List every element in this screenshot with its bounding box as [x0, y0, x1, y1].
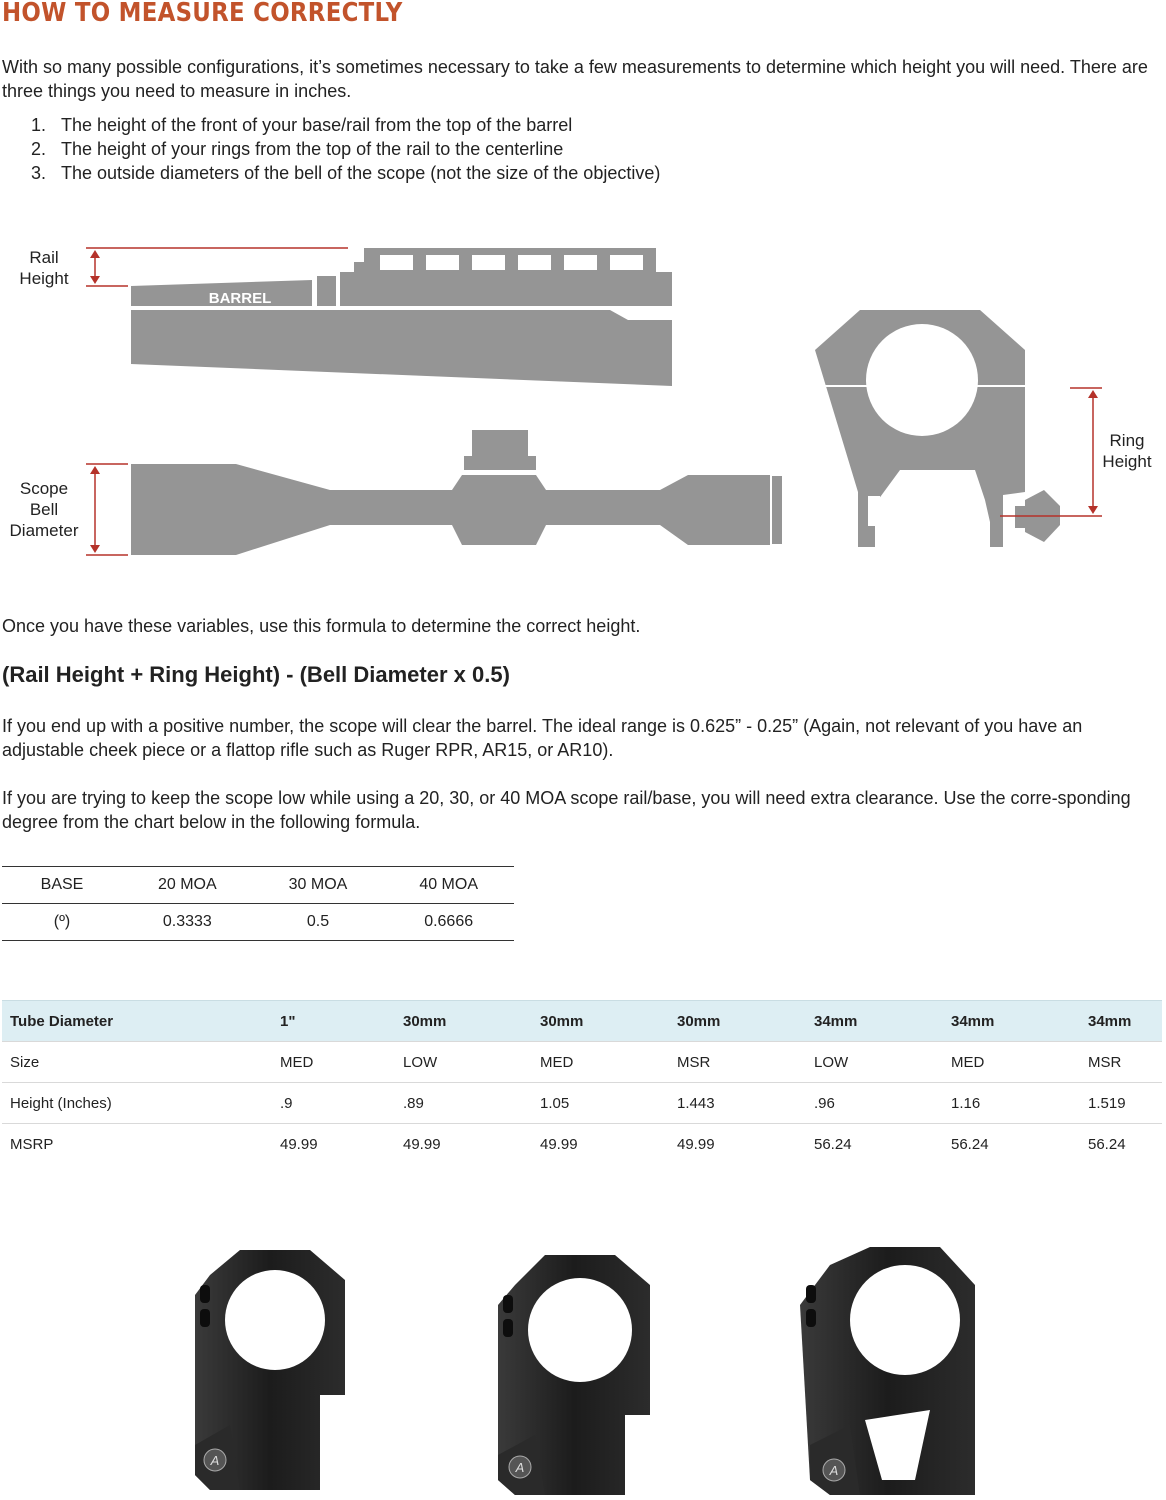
svg-text:A: A [210, 1453, 220, 1468]
scope-bell-label: Diameter [9, 521, 79, 540]
product-ring-medium [498, 1255, 650, 1495]
table-row: Size MED LOW MED MSR LOW MED MSR [2, 1042, 1162, 1083]
barrel-label: BARREL [208, 290, 272, 307]
scope-bell-label: Bell [29, 500, 59, 519]
brand-logo-icon [509, 1456, 531, 1478]
list-item: 3. The outside diameters of the bell of the scope (not the size of the objective) [31, 163, 661, 183]
intro-paragraph: With so many possible configurations, it’s sometimes necessary to take a few measurements to determine which height you will need. There are three things you need to measure in inches. [2, 57, 1148, 101]
scope-bell-label: Scope [19, 479, 69, 498]
formula-intro: Once you have these variables, use this formula to determine the correct height. [2, 616, 641, 636]
formula: (Rail Height + Ring Height) - (Bell Diameter x 0.5) [2, 662, 510, 687]
spec-table [2, 1000, 1162, 1164]
measurement-steps [0, 113, 660, 185]
scope-shape [131, 430, 782, 555]
ring-shape [815, 310, 1060, 547]
brand-logo-icon [823, 1459, 845, 1481]
rail-height-label: Height [19, 269, 69, 288]
rail-height-label: Rail [29, 248, 59, 267]
product-ring-low [195, 1250, 345, 1490]
table-row: Height (Inches) .9 .89 1.05 1.443 .96 1.16 1.519 [2, 1083, 1162, 1124]
positive-paragraph: If you end up with a positive number, the scope will clear the barrel. The ideal range is 0.625” - 0.25” (Again, not relevant of you have an adjustable cheek piece or a flattop rifle such as Ruger RPR, AR15, or AR10). [2, 716, 1083, 760]
measurement-diagram [0, 200, 1166, 570]
table-row: (º) 0.3333 0.5 0.6666 [2, 904, 514, 941]
ring-height-label: Ring [1109, 431, 1145, 450]
table-row: BASE 20 MOA 30 MOA 40 MOA [2, 867, 514, 904]
svg-text:A: A [515, 1460, 525, 1475]
page-title: HOW TO MEASURE CORRECTLY [2, 0, 403, 28]
moa-table [2, 866, 514, 941]
moa-paragraph: If you are trying to keep the scope low while using a 20, 30, or 40 MOA scope rail/base, you will need extra clearance. Use the corre-sponding degree from the chart below in the following formula. [2, 788, 1131, 832]
list-item: 2. The height of your rings from the top of the rail to the centerline [31, 139, 564, 159]
brand-logo-icon [204, 1449, 226, 1471]
list-item: 1. The height of the front of your base/rail from the top of the barrel [31, 115, 573, 135]
ring-height-label: Height [1102, 452, 1152, 471]
svg-text:A: A [829, 1463, 839, 1478]
product-images [170, 1245, 1000, 1495]
table-row: Tube Diameter 1" 30mm 30mm 30mm 34mm 34mm 34mm [2, 1001, 1162, 1042]
table-row: MSRP 49.99 49.99 49.99 49.99 56.24 56.24 56.24 [10, 1135, 1126, 1153]
product-ring-high [800, 1247, 975, 1495]
